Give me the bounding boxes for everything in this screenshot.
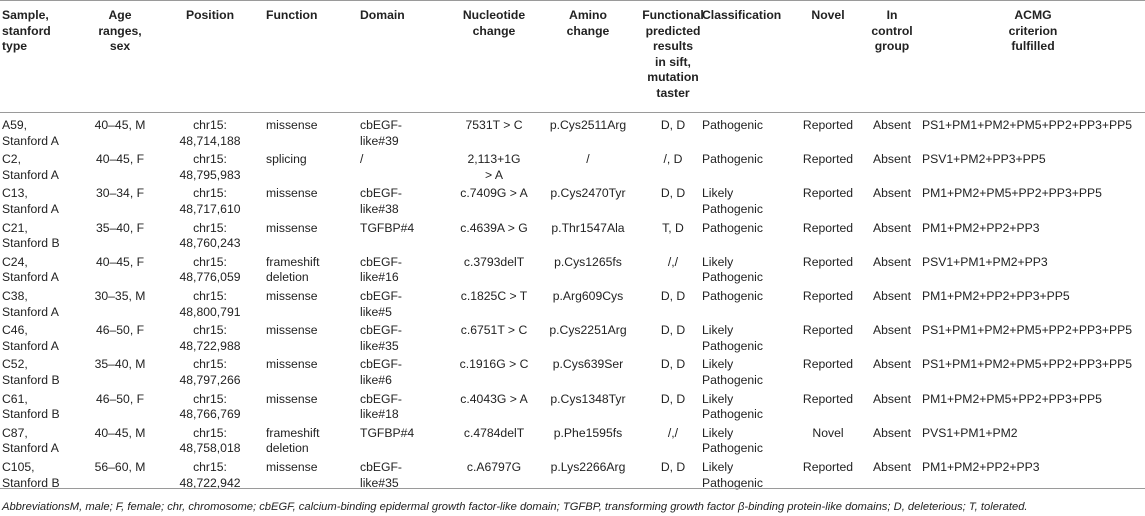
- cell-domain: cbEGF- like#5: [360, 289, 402, 319]
- cell-acmg-criterion: PSV1+PM1+PM2+PP3: [922, 254, 1048, 269]
- header-nucleotide-change: Nucleotide change: [462, 8, 526, 38]
- cell-age-sex: 35–40, F: [95, 220, 145, 235]
- cell-classification: Likely Pathogenic: [702, 323, 763, 353]
- cell-amino-change: p.Cys1265fs: [554, 254, 622, 269]
- cell-position: chr15: 48,758,018: [179, 425, 241, 456]
- cell-classification: Likely Pathogenic: [702, 254, 763, 285]
- cell-amino-change: p.Cys639Ser: [552, 357, 624, 372]
- cell-control-group: Absent: [873, 289, 911, 303]
- header-rule: [0, 112, 1145, 113]
- cell-domain: cbEGF- like#18: [360, 391, 402, 422]
- table-row: [0, 253, 1145, 287]
- cell-control-group: Absent: [873, 425, 911, 440]
- cell-amino-change: p.Cys2511Arg: [549, 118, 627, 132]
- cell-age-sex: 46–50, F: [95, 323, 145, 338]
- cell-sample: C2, Stanford A: [2, 152, 59, 182]
- cell-acmg-criterion: PS1+PM1+PM2+PM5+PP2+PP3+PP5: [922, 357, 1133, 372]
- cell-domain: cbEGF- like#6: [360, 357, 402, 387]
- cell-control-group: Absent: [873, 357, 911, 372]
- cell-functional-predicted: /,/: [667, 425, 679, 440]
- cell-classification: Likely Pathogenic: [702, 186, 763, 216]
- cell-position: chr15: 48,717,610: [179, 186, 241, 216]
- cell-novel: Reported: [802, 323, 854, 338]
- cell-amino-change: p.Phe1595fs: [553, 425, 623, 440]
- cell-nucleotide-change: 2,113+1G > A: [467, 152, 521, 182]
- cell-position: chr15: 48,766,769: [179, 391, 241, 422]
- cell-classification: Likely Pathogenic: [702, 460, 763, 490]
- cell-function: missense: [266, 391, 318, 406]
- table-row: [0, 458, 1145, 492]
- cell-amino-change: /: [586, 152, 590, 167]
- cell-classification: Pathogenic: [702, 289, 763, 303]
- cell-amino-change: p.Cys2251Arg: [549, 323, 627, 338]
- cell-position: chr15: 48,797,266: [179, 357, 241, 387]
- cell-nucleotide-change: c.1916G > C: [459, 357, 529, 372]
- cell-novel: Reported: [802, 118, 854, 132]
- cell-novel: Reported: [802, 357, 854, 372]
- cell-amino-change: p.Thr1547Ala: [551, 220, 625, 235]
- cell-nucleotide-change: c.3793delT: [463, 254, 525, 269]
- cell-age-sex: 40–45, F: [95, 152, 145, 167]
- table-row: [0, 321, 1145, 355]
- cell-sample: C105, Stanford B: [2, 460, 60, 490]
- cell-control-group: Absent: [873, 460, 911, 474]
- cell-domain: TGFBP#4: [360, 220, 415, 235]
- cell-sample: C24, Stanford A: [2, 254, 59, 285]
- cell-classification: Pathogenic: [702, 152, 763, 167]
- header-sample: Sample, stanford type: [2, 8, 51, 53]
- table-row: [0, 150, 1145, 184]
- cell-position: chr15: 48,722,942: [179, 460, 241, 490]
- cell-novel: Reported: [802, 254, 854, 269]
- cell-sample: C21, Stanford B: [2, 220, 60, 251]
- cell-acmg-criterion: PS1+PM1+PM2+PM5+PP2+PP3+PP5: [922, 323, 1133, 338]
- table-row: [0, 184, 1145, 218]
- cell-functional-predicted: D, D: [660, 118, 686, 132]
- cell-nucleotide-change: 7531T > C: [465, 118, 523, 132]
- cell-sample: C38, Stanford A: [2, 289, 59, 319]
- cell-function: missense: [266, 460, 318, 474]
- cell-position: chr15: 48,800,791: [179, 289, 241, 319]
- cell-nucleotide-change: c.A6797G: [466, 460, 522, 474]
- cell-novel: Reported: [802, 289, 854, 303]
- cell-function: splicing: [266, 152, 307, 167]
- cell-function: missense: [266, 118, 318, 132]
- cell-nucleotide-change: c.4639A > G: [460, 220, 528, 235]
- cell-control-group: Absent: [873, 323, 911, 338]
- cell-domain: cbEGF- like#16: [360, 254, 402, 285]
- top-rule: [0, 0, 1145, 1]
- header-functional-predicted: Functional predicted results in sift, mutation taster: [642, 8, 704, 100]
- cell-control-group: Absent: [873, 186, 911, 201]
- cell-function: missense: [266, 186, 318, 201]
- cell-novel: Reported: [802, 186, 854, 201]
- cell-classification: Pathogenic: [702, 220, 763, 235]
- table-header: [0, 4, 1145, 110]
- cell-age-sex: 40–45, M: [94, 425, 146, 440]
- cell-functional-predicted: /,/: [667, 254, 679, 269]
- cell-amino-change: p.Arg609Cys: [552, 289, 624, 303]
- header-classification: Classification: [702, 8, 782, 22]
- cell-novel: Reported: [802, 391, 854, 406]
- cell-domain: /: [360, 152, 364, 167]
- table-row: [0, 424, 1145, 458]
- cell-acmg-criterion: PS1+PM1+PM2+PM5+PP2+PP3+PP5: [922, 118, 1133, 132]
- cell-domain: cbEGF- like#39: [360, 118, 402, 148]
- cell-control-group: Absent: [873, 391, 911, 406]
- table-row: [0, 390, 1145, 424]
- cell-acmg-criterion: PSV1+PM2+PP3+PP5: [922, 152, 1046, 167]
- cell-control-group: Absent: [873, 254, 911, 269]
- cell-position: chr15: 48,795,983: [179, 152, 241, 182]
- cell-classification: Likely Pathogenic: [702, 391, 763, 422]
- cell-nucleotide-change: c.7409G > A: [460, 186, 528, 201]
- cell-control-group: Absent: [873, 118, 911, 132]
- cell-acmg-criterion: PM1+PM2+PM5+PP2+PP3+PP5: [922, 186, 1102, 201]
- cell-classification: Likely Pathogenic: [702, 357, 763, 387]
- cell-age-sex: 40–45, M: [94, 118, 146, 132]
- cell-nucleotide-change: c.1825C > T: [460, 289, 528, 303]
- cell-acmg-criterion: PVS1+PM1+PM2: [922, 425, 1018, 440]
- table-row: [0, 116, 1145, 150]
- cell-sample: C61, Stanford B: [2, 391, 60, 422]
- cell-amino-change: p.Cys2470Tyr: [550, 186, 626, 201]
- cell-domain: cbEGF- like#35: [360, 323, 402, 353]
- table-row: [0, 355, 1145, 389]
- cell-domain: cbEGF- like#35: [360, 460, 402, 490]
- cell-age-sex: 30–35, M: [94, 289, 146, 303]
- cell-function: missense: [266, 289, 318, 303]
- cell-control-group: Absent: [873, 152, 911, 167]
- cell-novel: Reported: [802, 152, 854, 167]
- cell-functional-predicted: D, D: [660, 323, 686, 338]
- cell-sample: A59, Stanford A: [2, 118, 59, 148]
- cell-functional-predicted: D, D: [660, 186, 686, 201]
- cell-function: missense: [266, 220, 318, 235]
- header-domain: Domain: [360, 8, 405, 22]
- header-position: Position: [185, 8, 235, 22]
- cell-sample: C13, Stanford A: [2, 186, 59, 216]
- cell-acmg-criterion: PM1+PM2+PP2+PP3+PP5: [922, 289, 1070, 303]
- cell-acmg-criterion: PM1+PM2+PM5+PP2+PP3+PP5: [922, 391, 1102, 406]
- cell-nucleotide-change: c.4784delT: [463, 425, 525, 440]
- cell-functional-predicted: D, D: [660, 357, 686, 372]
- cell-novel: Reported: [802, 460, 854, 474]
- cell-domain: TGFBP#4: [360, 425, 415, 440]
- cell-age-sex: 35–40, M: [94, 357, 146, 372]
- table-footnote: AbbreviationsM, male; F, female; chr, chromosome; cbEGF, calcium-binding epidermal growth factor-like domain; TGFBP, transforming growth factor β-binding protein-like domains; D, deleterious; T, tolerated.: [2, 501, 1028, 513]
- cell-nucleotide-change: c.6751T > C: [460, 323, 528, 338]
- cell-sample: C52, Stanford B: [2, 357, 60, 387]
- cell-domain: cbEGF- like#38: [360, 186, 402, 216]
- cell-classification: Likely Pathogenic: [702, 425, 763, 456]
- cell-function: missense: [266, 357, 318, 372]
- header-acmg-criterion: ACMG criterion fulfilled: [1008, 8, 1058, 53]
- cell-acmg-criterion: PM1+PM2+PP2+PP3: [922, 220, 1040, 235]
- header-novel: Novel: [811, 8, 845, 22]
- cell-functional-predicted: D, D: [660, 391, 686, 406]
- bottom-rule: [0, 488, 1145, 489]
- cell-age-sex: 46–50, F: [95, 391, 145, 406]
- cell-functional-predicted: T, D: [662, 220, 684, 235]
- cell-position: chr15: 48,760,243: [179, 220, 241, 251]
- cell-position: chr15: 48,722,988: [179, 323, 241, 353]
- cell-functional-predicted: /, D: [663, 152, 683, 167]
- cell-novel: Novel: [812, 425, 844, 440]
- cell-functional-predicted: D, D: [660, 289, 686, 303]
- cell-age-sex: 30–34, F: [95, 186, 145, 201]
- cell-novel: Reported: [802, 220, 854, 235]
- cell-amino-change: p.Lys2266Arg: [550, 460, 626, 474]
- cell-control-group: Absent: [873, 220, 911, 235]
- cell-function: frameshift deletion: [266, 254, 320, 285]
- cell-acmg-criterion: PM1+PM2+PP2+PP3: [922, 460, 1040, 474]
- table-row: [0, 219, 1145, 253]
- cell-age-sex: 40–45, F: [95, 254, 145, 269]
- header-control-group: In control group: [871, 8, 913, 53]
- table-row: [0, 287, 1145, 321]
- cell-functional-predicted: D, D: [660, 460, 686, 474]
- cell-classification: Pathogenic: [702, 118, 763, 132]
- cell-sample: C87, Stanford A: [2, 425, 59, 456]
- cell-amino-change: p.Cys1348Tyr: [550, 391, 626, 406]
- cell-nucleotide-change: c.4043G > A: [460, 391, 528, 406]
- header-function: Function: [266, 8, 318, 22]
- header-age-sex: Age ranges, sex: [98, 8, 142, 53]
- cell-age-sex: 56–60, M: [94, 460, 146, 474]
- cell-position: chr15: 48,714,188: [179, 118, 241, 148]
- cell-function: frameshift deletion: [266, 425, 320, 456]
- cell-sample: C46, Stanford A: [2, 323, 59, 353]
- header-amino-change: Amino change: [566, 8, 610, 38]
- cell-position: chr15: 48,776,059: [179, 254, 241, 285]
- cell-function: missense: [266, 323, 318, 338]
